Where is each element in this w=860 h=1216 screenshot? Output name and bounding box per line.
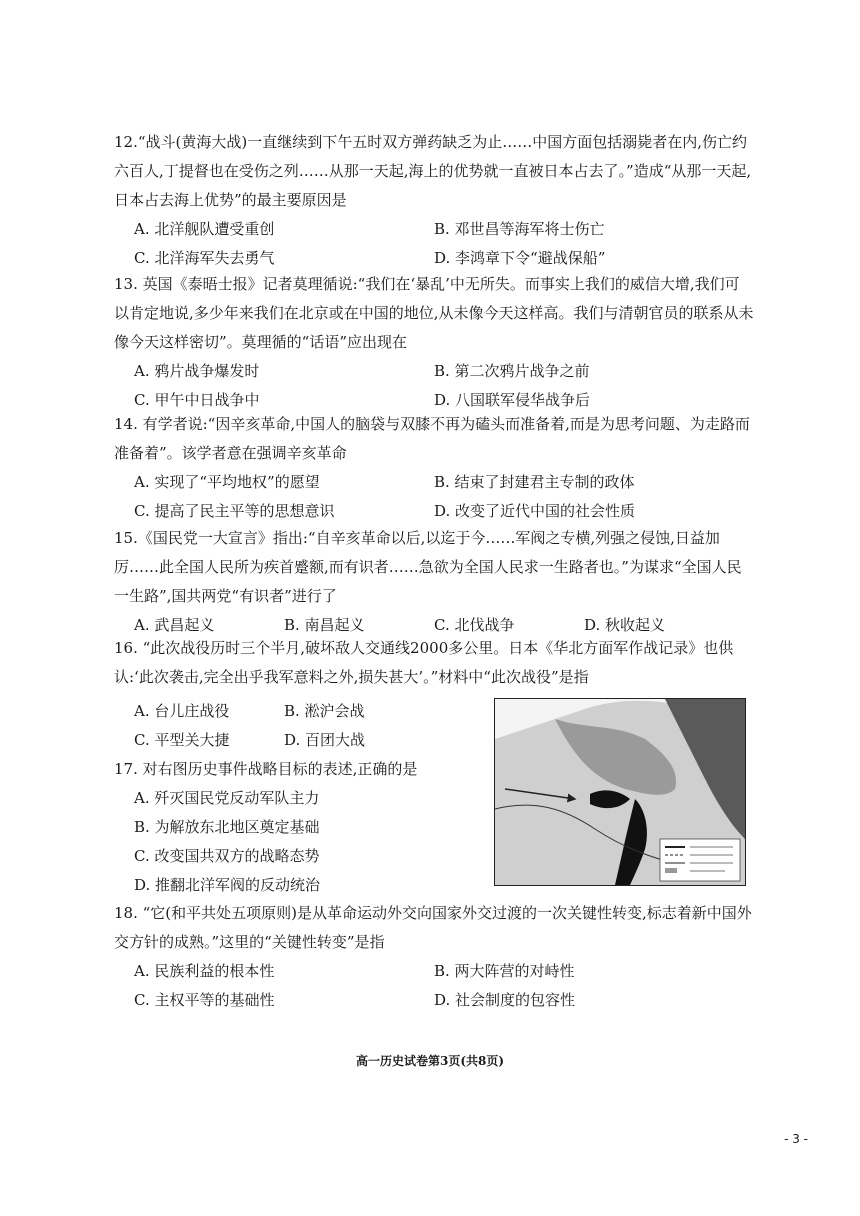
question-13-option-c: C. 甲午中日战争中 bbox=[134, 391, 260, 409]
question-17-option-d: D. 推翻北洋军阀的反动统治 bbox=[134, 876, 321, 894]
question-16-options bbox=[114, 697, 474, 755]
question-14-option-b: B. 结束了封建君主专制的政体 bbox=[434, 473, 635, 491]
question-15-option-a: A. 武昌起义 bbox=[134, 616, 215, 634]
question-13-stem: 13. 英国《泰晤士报》记者莫理循说:“我们在‘暴乱’中无所失。而事实上我们的威信大增,我们可以肯定地说,多少年来我们在北京或在中国的地位,从未像今天这样高。我们与清朝官员的联系从未像今天这样密切”。莫理循的“话语”应出现在 bbox=[114, 275, 754, 351]
question-18-option-c: C. 主权平等的基础性 bbox=[134, 991, 275, 1009]
question-14-option-d: D. 改变了近代中国的社会性质 bbox=[434, 502, 636, 520]
campaign-map-drawing bbox=[495, 699, 745, 885]
question-18-stem: 18. “它(和平共处五项原则)是从革命运动外交向国家外交过渡的一次关键性转变,标志着新中国外交方针的成熟。”这里的“关键性转变”是指 bbox=[114, 904, 752, 951]
question-14-option-a: A. 实现了“平均地权”的愿望 bbox=[134, 473, 320, 491]
question-16-option-d: D. 百团大战 bbox=[284, 731, 366, 749]
question-17 bbox=[114, 755, 484, 900]
question-18-option-d: D. 社会制度的包容性 bbox=[434, 991, 576, 1009]
question-13-option-a: A. 鸦片战争爆发时 bbox=[134, 362, 260, 380]
question-16 bbox=[114, 634, 754, 692]
question-18-option-a: A. 民族利益的根本性 bbox=[134, 962, 275, 980]
question-13 bbox=[114, 270, 754, 415]
question-16-option-b: B. 淞沪会战 bbox=[284, 702, 365, 720]
question-17-option-a: A. 歼灭国民党反动军队主力 bbox=[134, 789, 320, 807]
question-14-stem: 14. 有学者说:“因辛亥革命,中国人的脑袋与双膝不再为磕头而准备着,而是为思考问题、为走路而准备着”。该学者意在强调辛亥革命 bbox=[114, 415, 750, 462]
question-12-option-c: C. 北洋海军失去勇气 bbox=[134, 249, 275, 267]
question-16-stem: 16. “此次战役历时三个半月,破坏敌人交通线2000多公里。日本《华北方面军作战记录》也供认:‘此次袭击,完全出乎我军意料之外,损失甚大’。”材料中“此次战役”是指 bbox=[114, 639, 734, 686]
question-14 bbox=[114, 410, 754, 526]
question-12-option-a: A. 北洋舰队遭受重创 bbox=[134, 220, 275, 238]
question-15-option-d: D. 秋收起义 bbox=[584, 616, 666, 634]
question-14-option-c: C. 提高了民主平等的思想意识 bbox=[134, 502, 335, 520]
question-18-option-b: B. 两大阵营的对峙性 bbox=[434, 962, 575, 980]
question-15 bbox=[114, 524, 754, 640]
page-number: - 3 - bbox=[784, 1132, 808, 1146]
question-12-option-d: D. 李鸿章下令“避战保船” bbox=[434, 249, 606, 267]
question-12-stem: 12.“战斗(黄海大战)一直继续到下午五时双方弹药缺乏为止……中国方面包括溺毙者在内,伤亡约六百人,丁提督也在受伤之列……从那一天起,海上的优势就一直被日本占去了。”造成“从那一天起,日本占去海上优势”的最主要原因是 bbox=[114, 133, 752, 209]
question-13-option-d: D. 八国联军侵华战争后 bbox=[434, 391, 591, 409]
question-15-option-b: B. 南昌起义 bbox=[284, 616, 365, 634]
question-12-option-b: B. 邓世昌等海军将士伤亡 bbox=[434, 220, 605, 238]
page-footer: 高一历史试卷第3页(共8页) bbox=[355, 1054, 505, 1068]
question-15-stem: 15.《国民党一大宣言》指出:“自辛亥革命以后,以迄于今……军阀之专横,列强之侵蚀,日益加厉……此全国人民所为疾首蹙额,而有识者……急欲为全国人民求一生路者也。”为谋求“全国人民一生路”,国共两党“有识者”进行了 bbox=[114, 529, 742, 605]
question-12 bbox=[114, 128, 754, 273]
campaign-map bbox=[494, 698, 746, 886]
question-17-stem: 17. 对右图历史事件战略目标的表述,正确的是 bbox=[114, 760, 418, 778]
question-18 bbox=[114, 899, 754, 1015]
question-17-option-b: B. 为解放东北地区奠定基础 bbox=[134, 818, 320, 836]
question-15-option-c: C. 北伐战争 bbox=[434, 616, 515, 634]
question-13-option-b: B. 第二次鸦片战争之前 bbox=[434, 362, 590, 380]
question-16-option-a: A. 台儿庄战役 bbox=[134, 702, 230, 720]
question-16-option-c: C. 平型关大捷 bbox=[134, 731, 230, 749]
question-17-option-c: C. 改变国共双方的战略态势 bbox=[134, 847, 320, 865]
